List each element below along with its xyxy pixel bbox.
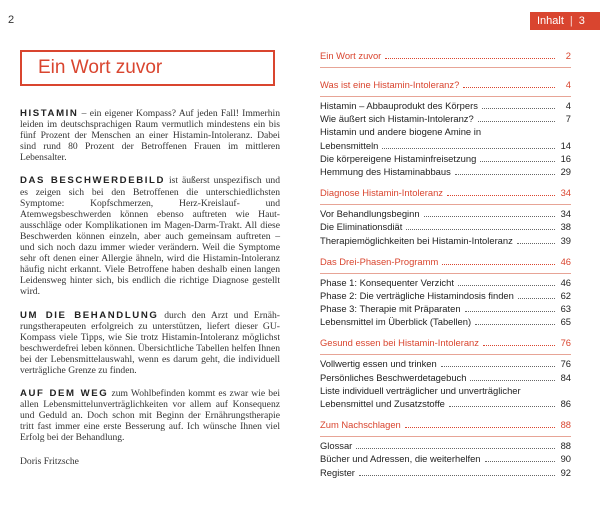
paragraph-lead: DAS BESCHWERDEBILD — [20, 175, 165, 187]
toc-leader — [406, 229, 555, 230]
toc-leader — [465, 311, 555, 312]
contents-tab — [530, 12, 600, 30]
foreword-body — [20, 108, 280, 479]
toc-entry-title: Hemmung des Histaminabbaus — [320, 165, 451, 177]
toc-section-page: 2 — [565, 50, 571, 61]
toc-entry-title: Bücher und Adressen, die weiterhelfen — [320, 453, 481, 465]
toc-entry-page: 88 — [560, 440, 571, 452]
toc-entry-page: 16 — [560, 152, 571, 164]
table-of-contents — [320, 50, 571, 480]
toc-entry[interactable] — [320, 153, 571, 166]
toc-spacer — [320, 71, 571, 79]
toc-entry-title: Lebensmittel und Zusatzstoffe — [320, 398, 445, 409]
toc-leader — [359, 475, 555, 476]
tab-divider: | — [569, 15, 573, 27]
foreword-paragraph — [20, 175, 280, 297]
toc-section-title: Gesund essen bei Histamin-Intoleranz — [320, 337, 479, 349]
toc-leader — [485, 461, 555, 462]
toc-entry-title: Die Eliminationsdiät — [320, 221, 403, 233]
toc-leader — [356, 448, 555, 449]
toc-leader — [447, 195, 555, 196]
toc-entry[interactable] — [320, 358, 571, 371]
toc-entry[interactable] — [320, 440, 571, 453]
right-page-number: 3 — [578, 15, 585, 27]
toc-spacer — [320, 411, 571, 419]
toc-entry-page: 46 — [560, 276, 571, 288]
toc-leader — [482, 108, 555, 109]
toc-section-heading[interactable] — [320, 419, 571, 437]
toc-entry[interactable] — [320, 467, 571, 480]
toc-entry-title: Lebensmittel im Überblick (Tabellen) — [320, 316, 472, 328]
toc-leader — [449, 406, 555, 407]
toc-leader — [478, 121, 555, 122]
toc-entry-title: Phase 1: Konsequenter Verzicht — [320, 276, 454, 288]
toc-entry-title: Persönliches Beschwerdetagebuch — [320, 371, 467, 383]
foreword-title: Ein Wort zuvor — [38, 57, 163, 78]
toc-leader — [483, 345, 555, 346]
foreword-paragraph — [20, 310, 280, 377]
toc-entry[interactable] — [320, 316, 571, 329]
toc-entry-title: Lebensmitteln — [320, 139, 379, 151]
toc-section-page: 4 — [565, 79, 571, 90]
toc-entry-title: Die körpereigene Histaminfreisetzung — [320, 152, 477, 164]
paragraph-text: ist äußerst unspezifisch und es zeigen sich bei den Betroffenen die unterschiedlichsten Symptome: Kopfschmerzen, Herz-Kreislauf- und Atemwegsbeschwerden können ebenso auftreten wie Hautausschläge oder Komplikationen im Magen-Darm-Trakt. All diese Beschwerden können einzeln, aber auch gemeinsam auftreten – und sich noch dazu immer wieder verändern. Weil die Symptome sehr oft denen einer Allergie ähneln, wird die Histamin-Intoleranz häufig nicht erkannt. Viele Betroffene haben deshalb einen langen Leidensweg hinter sich, bis endlich die richtige Diagnose gestellt wird. — [20, 175, 280, 298]
toc-entry-title: Vollwertig essen und trinken — [320, 358, 437, 370]
signature: Doris Fritzsche — [20, 455, 79, 467]
toc-leader — [424, 216, 555, 217]
toc-entry-title: Phase 2: Die verträgliche Histamindosis finden — [320, 289, 514, 301]
toc-entry[interactable] — [320, 290, 571, 303]
toc-entry-title: Histamin – Abbauprodukt des Körpers — [320, 100, 478, 111]
toc-section-heading[interactable] — [320, 50, 571, 68]
toc-entry-title: Register — [320, 466, 355, 478]
toc-entry-title: Phase 3: Therapie mit Präparaten — [320, 303, 461, 315]
toc-entry-title: Wie äußert sich Histamin-Intoleranz? — [320, 113, 474, 125]
toc-entry-page: 34 — [560, 208, 571, 220]
toc-section-heading[interactable] — [320, 256, 571, 274]
toc-spacer — [320, 329, 571, 337]
toc-leader — [385, 58, 555, 59]
toc-entry-page: 38 — [560, 221, 571, 233]
toc-section-heading[interactable] — [320, 337, 571, 355]
foreword-title-box — [20, 50, 275, 86]
left-page-number: 2 — [8, 14, 15, 26]
toc-entry[interactable] — [320, 166, 571, 179]
toc-leader — [518, 298, 555, 299]
toc-leader — [441, 366, 555, 367]
toc-entry-page: 7 — [565, 113, 571, 125]
paragraph-lead: HISTAMIN — [20, 108, 79, 119]
toc-entry-page: 63 — [560, 303, 571, 315]
toc-section-title: Diagnose Histamin-Intoleranz — [320, 187, 443, 199]
toc-entry-title: Glossar — [320, 440, 353, 452]
toc-leader — [463, 87, 555, 88]
paragraph-lead: AUF DEM WEG — [20, 388, 109, 400]
toc-entry-page: 86 — [560, 398, 571, 409]
toc-entry[interactable] — [320, 221, 571, 234]
toc-entry[interactable] — [320, 372, 571, 385]
toc-entry-title: Therapiemöglichkeiten bei Histamin-Intoleranz — [320, 234, 513, 246]
toc-leader — [458, 285, 555, 286]
toc-entry[interactable] — [320, 208, 571, 221]
toc-entry[interactable] — [320, 113, 571, 126]
paragraph-text: durch den Arzt und Ernährungstherapeuten erfolgreich zu unterstützen, liefert dieser GU-Kompass viele Tipps, wie Sie trotz Histamin-Intoleranz möglichst beschwerdefrei leben können. Übersichtliche Tabellen helfen Ihnen bei der Lebensmittelauswahl, wenn es darum geht, die individuell verträgliche Grenze zu finden. — [20, 309, 280, 376]
toc-entry-title: Vor Behandlungsbeginn — [320, 208, 420, 220]
toc-section-page: 34 — [560, 187, 571, 199]
toc-section-page: 88 — [560, 419, 571, 431]
toc-spacer — [320, 179, 571, 187]
toc-leader — [405, 427, 555, 428]
toc-entry[interactable] — [320, 303, 571, 316]
toc-entry[interactable] — [320, 140, 571, 153]
toc-entry-page: 92 — [560, 466, 571, 478]
toc-leader — [442, 264, 555, 265]
toc-section-title: Zum Nachschlagen — [320, 419, 401, 431]
toc-leader — [455, 174, 555, 175]
toc-entry-page: 90 — [560, 453, 571, 465]
toc-leader — [475, 324, 555, 325]
toc-entry-page: 14 — [560, 139, 571, 151]
toc-section-page: 76 — [560, 337, 571, 349]
toc-entry[interactable] — [320, 398, 571, 411]
toc-entry-page: 84 — [560, 371, 571, 383]
toc-entry[interactable] — [320, 385, 571, 398]
toc-entry[interactable] — [320, 277, 571, 290]
toc-entry-title: Liste individuell verträglicher und unverträglicher — [320, 384, 521, 396]
toc-entry-page: 62 — [560, 289, 571, 301]
toc-entry-page: 39 — [560, 234, 571, 246]
toc-section-title: Ein Wort zuvor — [320, 50, 382, 61]
toc-entry[interactable] — [320, 453, 571, 466]
toc-entry-page: 4 — [565, 100, 571, 111]
paragraph-lead: UM DIE BEHANDLUNG — [20, 309, 159, 321]
toc-entry[interactable] — [320, 100, 571, 113]
toc-spacer — [320, 248, 571, 256]
toc-leader — [480, 161, 555, 162]
toc-entry-page: 76 — [560, 358, 571, 370]
toc-leader — [470, 380, 555, 381]
foreword-paragraph — [20, 388, 280, 443]
toc-section-page: 46 — [560, 255, 571, 267]
toc-section-title: Das Drei-Phasen-Programm — [320, 255, 439, 267]
paragraph-text: – ein eigener Kompass? Auf jeden Fall! Immerhin leiden im deutschsprachigen Raum vermutlich mindestens ein bis fünf Prozent der Menschen an einer Histamin-Intoleranz. Dabei sind rund 80 Prozent der Betroffenen Frauen im mittleren Lebensalter. — [20, 108, 280, 164]
toc-entry[interactable] — [320, 126, 571, 139]
contents-tab-label: Inhalt — [537, 15, 564, 27]
toc-section-title: Was ist eine Histamin-Intoleranz? — [320, 79, 460, 90]
foreword-paragraph — [20, 108, 280, 163]
toc-section-heading[interactable] — [320, 187, 571, 205]
toc-entry-page: 29 — [560, 165, 571, 177]
toc-leader — [382, 148, 555, 149]
toc-leader — [517, 243, 555, 244]
toc-entry[interactable] — [320, 235, 571, 248]
toc-entry-page: 65 — [560, 316, 571, 328]
toc-entry-title: Histamin und andere biogene Amine in — [320, 126, 482, 138]
paragraph-text: zum Wohlbefinden kommt es zwar wie bei allen Lebensmittelunverträglichkeiten vor allem auf Konsequenz und Geduld an. Doch schon mit Beginn der Ernährungstherapie tritt fast immer eine erste Besserung auf. Ich wünsche Ihnen viel Erfolg bei der Behandlung. — [20, 388, 280, 444]
toc-section-heading[interactable] — [320, 79, 571, 97]
